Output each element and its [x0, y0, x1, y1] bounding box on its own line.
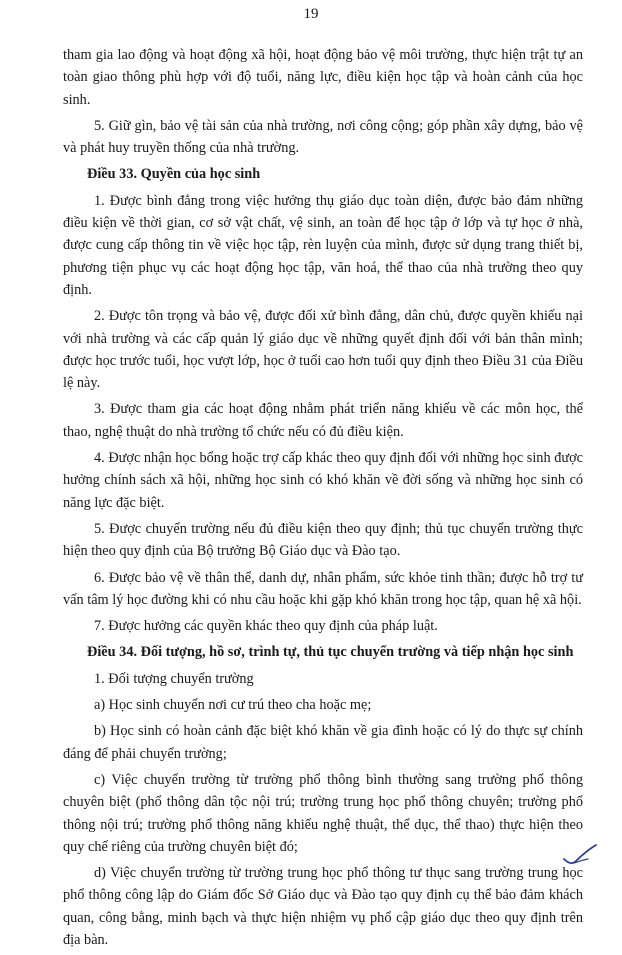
signature-mark: [560, 841, 600, 869]
paragraph: 1. Đối tượng chuyển trường: [94, 670, 254, 687]
paragraph: d) Việc chuyển trường từ trường trung học phổ thông tư thục sang trường trung học phổ thông công lập do Giám đốc Sở Giáo dục và Đào tạo quy định cụ thể bảo đảm khách quan, công bằng, minh bạch và thực hiện nhiệm vụ phổ cập giáo dục theo quy định trên địa bàn.: [63, 865, 583, 948]
article-heading: Điều 33. Quyền của học sinh: [87, 166, 261, 183]
paragraph: 5. Giữ gìn, bảo vệ tài sản của nhà trường, nơi công cộng; góp phần xây dựng, bảo vệ và phát huy truyền thống của nhà trường.: [63, 117, 583, 157]
paragraph: 5. Được chuyển trường nếu đủ điều kiện theo quy định; thủ tục chuyển trường thực hiện theo quy định của Bộ trưởng Bộ Giáo dục và Đào tạo.: [63, 520, 583, 560]
paragraph: 2. Được tôn trọng và bảo vệ, được đối xử bình đẳng, dân chủ, được quyền khiếu nại với nhà trường và các cấp quản lý giáo dục về những quyết định đối với bản thân mình; được học trước tuổi, học vượt lớp, học ở tuổi cao hơn tuổi quy định theo Điều 31 của Điều lệ này.: [63, 308, 583, 392]
paragraph: a) Học sinh chuyển nơi cư trú theo cha hoặc mẹ;: [94, 697, 372, 714]
paragraph: 1. Được bình đẳng trong việc hưởng thụ giáo dục toàn diện, được bảo đảm những điều kiện về thời gian, cơ sở vật chất, vệ sinh, an toàn để học tập ở lớp và tự học ở nhà, được cung cấp thông tin về việc học tập, rèn luyện của mình, được sử dụng trang thiết bị, phương tiện phục vụ các hoạt động học tập, văn hoá, thể thao của nhà trường theo quy định.: [63, 192, 583, 298]
paragraph: 7. Được hưởng các quyền khác theo quy định của pháp luật.: [94, 618, 438, 635]
paragraph: b) Học sinh có hoàn cảnh đặc biệt khó khăn về gia đình hoặc có lý do thực sự chính đáng để phải chuyển trường;: [63, 723, 583, 762]
document-body: [63, 44, 583, 955]
paragraph: tham gia lao động và hoạt động xã hội, hoạt động bảo vệ môi trường, thực hiện trật tự an toàn giao thông phù hợp với độ tuổi, năng lực, điều kiện học tập và hoàn cảnh của học sinh.: [63, 47, 583, 108]
paragraph: 4. Được nhận học bổng hoặc trợ cấp khác theo quy định đối với những học sinh được hưởng chính sách xã hội, những học sinh có khó khăn về đời sống và những học sinh có năng lực đặc biệt.: [63, 450, 583, 511]
paragraph: c) Việc chuyển trường từ trường phổ thông bình thường sang trường phổ thông chuyên biệt (phổ thông dân tộc nội trú; trường trung học phổ thông chuyên; trường phổ thông nội trú; trường phổ thông năng khiếu nghệ thuật, thể dục, thể thao) thực hiện theo quy chế riêng của trường chuyên biệt đó;: [63, 771, 583, 855]
paragraph: 3. Được tham gia các hoạt động nhằm phát triển năng khiếu về các môn học, thể thao, nghệ thuật do nhà trường tổ chức nếu có đủ điều kiện.: [63, 401, 583, 440]
article-heading: Điều 34. Đối tượng, hồ sơ, trình tự, thủ tục chuyển trường và tiếp nhận học sinh: [87, 644, 574, 661]
page-number: 19: [303, 6, 319, 22]
paragraph: 6. Được bảo vệ về thân thể, danh dự, nhân phẩm, sức khỏe tinh thần; được hỗ trợ tư vấn tâm lý học đường khi có nhu cầu hoặc khi gặp khó khăn trong học tập, quan hệ xã hội.: [63, 569, 583, 608]
